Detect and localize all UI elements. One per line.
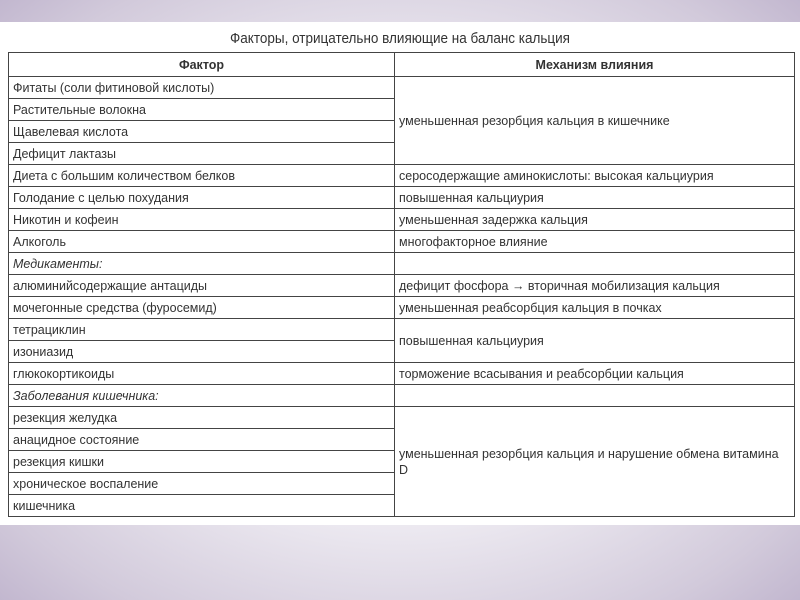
mechanism-cell: повышенная кальциурия (395, 187, 795, 209)
table-row (9, 165, 795, 187)
table-row (9, 407, 795, 429)
factor-cell: кишечника (9, 495, 395, 517)
table-row (9, 319, 795, 341)
mechanism-cell: уменьшенная задержка кальция (395, 209, 795, 231)
factor-cell: анацидное состояние (9, 429, 395, 451)
factor-cell: Алкоголь (9, 231, 395, 253)
mechanism-cell: уменьшенная реабсорбция кальция в почках (395, 297, 795, 319)
table-row (9, 297, 795, 319)
factor-cell: хроническое воспаление (9, 473, 395, 495)
mechanism-cell: уменьшенная резорбция кальция и нарушение обмена витамина D (395, 407, 795, 517)
section-label-intestinal-diseases: Заболевания кишечника: (9, 385, 395, 407)
table-row (9, 385, 795, 407)
mechanism-cell: уменьшенная резорбция кальция в кишечнике (395, 77, 795, 165)
table-row (9, 363, 795, 385)
factor-cell: глюкокортикоиды (9, 363, 395, 385)
calcium-factors-table (8, 52, 795, 517)
factor-cell: Фитаты (соли фитиновой кислоты) (9, 77, 395, 99)
factor-cell: мочегонные средства (фуросемид) (9, 297, 395, 319)
factor-cell: Голодание с целью похудания (9, 187, 395, 209)
empty-cell (395, 385, 795, 407)
table-row (9, 187, 795, 209)
factor-cell: резекция желудка (9, 407, 395, 429)
slide-title: Факторы, отрицательно влияющие на баланс кальция (229, 30, 571, 47)
factor-cell: алюминийсодержащие антациды (9, 275, 395, 297)
table-row (9, 77, 795, 99)
table-row (9, 209, 795, 231)
mechanism-cell: серосодержащие аминокислоты: высокая кальциурия (395, 165, 795, 187)
factor-cell: изониазид (9, 341, 395, 363)
section-label-medications: Медикаменты: (9, 253, 395, 275)
factor-cell: Никотин и кофеин (9, 209, 395, 231)
table-row (9, 275, 795, 297)
mechanism-cell: многофакторное влияние (395, 231, 795, 253)
factor-cell: тетрациклин (9, 319, 395, 341)
table-row (9, 231, 795, 253)
factor-cell: Растительные волокна (9, 99, 395, 121)
factor-cell: Щавелевая кислота (9, 121, 395, 143)
empty-cell (395, 253, 795, 275)
mechanism-cell: дефицит фосфора → вторичная мобилизация кальция (395, 275, 795, 297)
factor-cell: резекция кишки (9, 451, 395, 473)
factor-cell: Дефицит лактазы (9, 143, 395, 165)
header-mechanism: Механизм влияния (395, 53, 795, 77)
table-row (9, 253, 795, 275)
header-factor: Фактор (9, 53, 395, 77)
mechanism-cell: торможение всасывания и реабсорбции кальция (395, 363, 795, 385)
factor-cell: Диета с большим количеством белков (9, 165, 395, 187)
slide (0, 22, 800, 525)
table-header-row (9, 53, 795, 77)
mechanism-cell: повышенная кальциурия (395, 319, 795, 363)
